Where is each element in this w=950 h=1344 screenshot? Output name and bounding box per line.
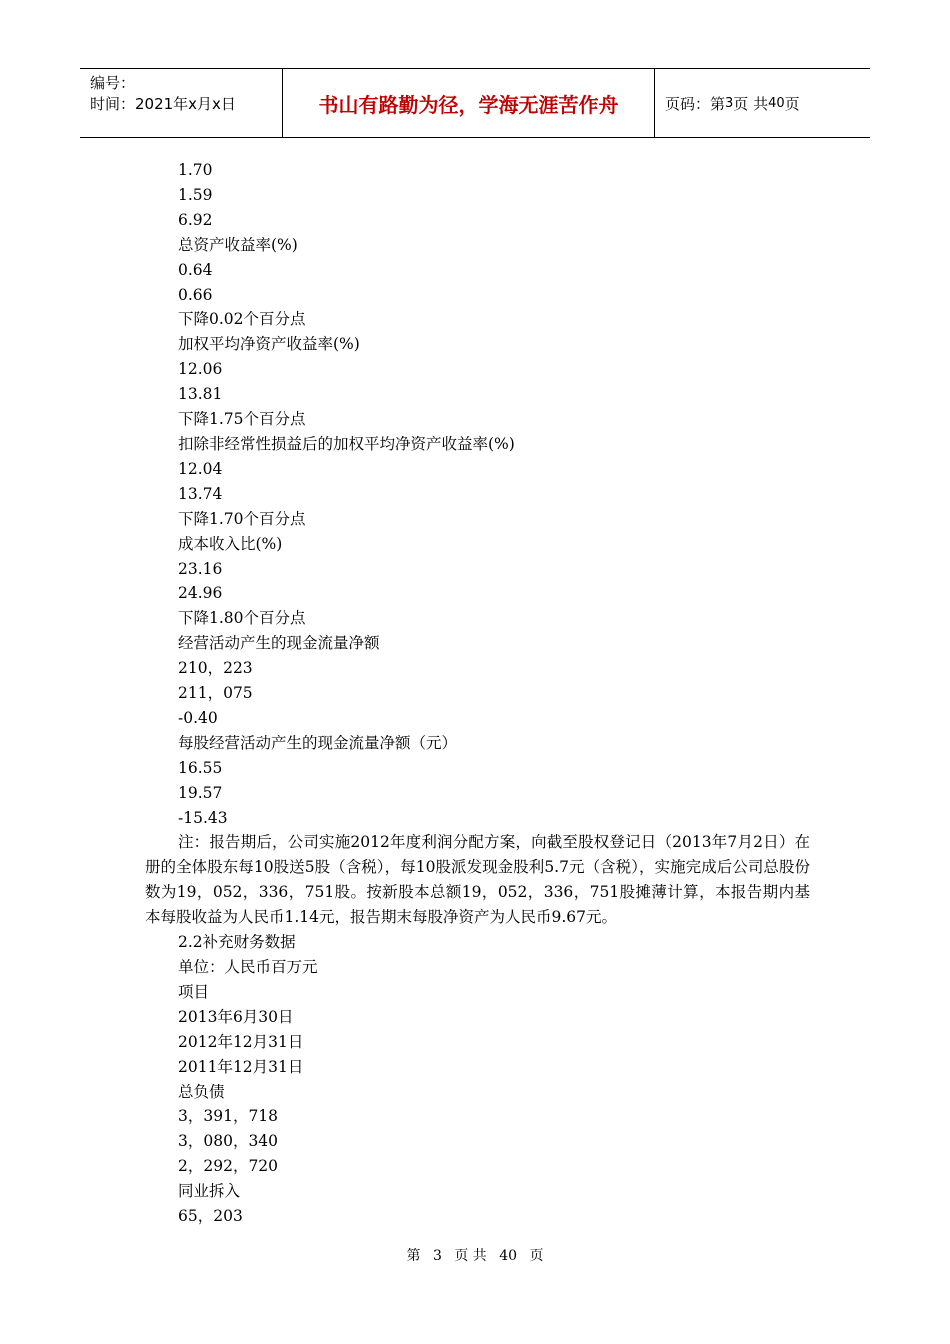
text-line: -15.43	[178, 808, 228, 827]
text-line: 2.2补充财务数据	[178, 933, 296, 952]
footer-suffix: 页	[529, 1248, 544, 1264]
text-line: 每股经营活动产生的现金流量净额（元）	[178, 733, 458, 752]
text-line: 2012年12月31日	[178, 1032, 304, 1051]
footer-mid: 页 共	[454, 1248, 487, 1264]
text-line: 211，075	[178, 684, 253, 703]
text-line: 2，292，720	[178, 1157, 279, 1176]
text-line: 3，391，718	[178, 1107, 279, 1126]
text-line: 总负债	[178, 1082, 225, 1101]
header-page-suffix: 页	[784, 94, 800, 113]
text-line: -0.40	[178, 708, 218, 727]
text-line: 19.57	[178, 783, 223, 802]
text-line: 65，203	[178, 1207, 243, 1226]
footer-page-num: 3	[432, 1248, 442, 1264]
text-line: 1.59	[178, 185, 213, 204]
text-line: 2013年6月30日	[178, 1007, 294, 1026]
document-body	[145, 158, 810, 1229]
text-line: 单位：人民币百万元	[178, 958, 318, 976]
doc-time-label: 时间：2021年x月x日	[90, 95, 236, 113]
header-page-info	[655, 69, 870, 137]
footer-prefix: 第	[406, 1248, 421, 1264]
text-line: 同业拆入	[178, 1182, 241, 1201]
header-meta	[80, 69, 282, 137]
text-line: 加权平均净资产收益率(%)	[178, 335, 360, 354]
page-header	[80, 68, 870, 138]
header-motto: 书山有路勤为径，学海无涯苦作舟	[282, 69, 655, 137]
text-line: 下降1.75个百分点	[178, 410, 306, 429]
text-line: 0.66	[178, 285, 213, 304]
financial-lines-a	[145, 158, 810, 830]
doc-number-label: 编号：	[90, 74, 136, 92]
header-page-total: 40	[768, 95, 785, 111]
text-line: 0.64	[178, 260, 213, 279]
text-line: 16.55	[178, 758, 223, 777]
text-line: 12.04	[178, 459, 223, 478]
page-footer	[0, 1245, 950, 1265]
text-line: 2011年12月31日	[178, 1057, 304, 1076]
text-line: 24.96	[178, 584, 223, 603]
text-line: 项目	[178, 982, 210, 1001]
text-line: 12.06	[178, 360, 223, 379]
text-line: 23.16	[178, 559, 223, 578]
text-line: 13.74	[178, 484, 223, 503]
text-line: 下降1.70个百分点	[178, 509, 306, 528]
text-line: 扣除非经常性损益后的加权平均净资产收益率(%)	[178, 434, 515, 453]
text-line: 经营活动产生的现金流量净额	[178, 634, 380, 653]
note-paragraph: 注：报告期后，公司实施2012年度利润分配方案，向截至股权登记日（2013年7月2日）在册的全体股东每10股送5股（含税），每10股派发现金股利5.7元（含税），实施完成后公司总股份数为19，052，336，751股。按新股本总额19，052，336，751股摊薄计算，本报告期内基本每股收益为人民币1.14元，报告期末每股净资产为人民币9.67元。	[145, 833, 810, 927]
text-line: 总资产收益率(%)	[178, 235, 298, 254]
header-page-prefix: 页码：第	[665, 94, 726, 113]
text-line: 成本收入比(%)	[178, 534, 283, 553]
text-line: 下降1.80个百分点	[178, 609, 306, 628]
financial-lines-b	[145, 930, 810, 1229]
text-line: 210，223	[178, 659, 253, 678]
text-line: 6.92	[178, 210, 213, 229]
footer-total: 40	[499, 1248, 518, 1264]
text-line: 3，080，340	[178, 1132, 279, 1151]
text-line: 1.70	[178, 161, 213, 179]
text-line: 13.81	[178, 385, 223, 404]
header-page-mid: 页 共	[733, 94, 769, 113]
text-line: 下降0.02个百分点	[178, 310, 306, 329]
header-page-num: 3	[725, 95, 734, 111]
